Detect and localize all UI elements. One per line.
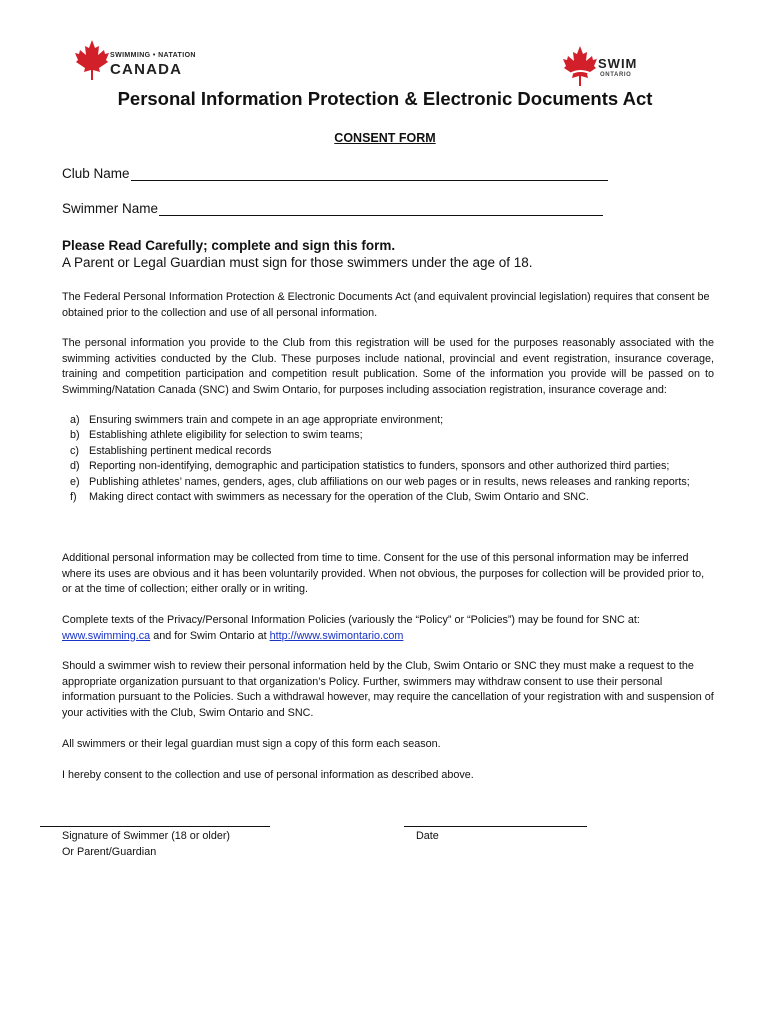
date-line[interactable] [404,826,587,827]
list-text: Establishing athlete eligibility for selection to swim teams; [89,429,363,442]
guardian-label: Or Parent/Guardian [62,846,157,858]
logo-subtext: SWIMMING • NATATION [110,52,196,59]
document-title: Personal Information Protection & Electronic Documents Act [117,88,653,109]
list-item [62,428,714,443]
paragraph-additional-info: Additional personal information may be collected from time to time. Consent for the use of this personal information may be inferred where its uses are obvious and it has been voluntarily provided. When not obvious, the purposes for collection will be provided prior to, or at the time of collection; either orally or in writing. [62,552,705,596]
paragraph-purposes: The personal information you provide to the Club from this registration will be used for the purposes reasonably associated with the swimming activities conducted by the Club. These purposes include national, provincial and event registration, insurance coverage, training and competition participation and competition result publication. Some of the information you provide will be passed on to Swimming/Natation Canada (SNC) and Swim Ontario, for purposes including association registration, insurance coverage and: [62,337,714,396]
swimmer-name-field [62,201,603,216]
date-label: Date [416,830,439,842]
paragraph-review-withdraw: Should a swimmer wish to review their personal information held by the Club, Swim Ontario or SNC they must make a request to the appropriate organization pursuant to that organization’s Policy. Further, swimmers may withdraw consent to use their personal information pursuant to the Policies. Such a withdrawal however, may require the cancellation of your registration with and suspension of your activities with the Club, Swim Ontario and SNC. [62,660,714,719]
list-marker: b) [70,429,80,442]
list-marker: d) [70,460,80,473]
signature-label: Signature of Swimmer (18 or older) [62,830,231,842]
swimming-canada-logo [74,38,204,88]
swimmer-name-label: Swimmer Name [62,201,159,216]
list-item [62,413,714,428]
list-text: Making direct contact with swimmers as necessary for the operation of the Club, Swim Ontario and SNC. [89,491,589,504]
list-marker: c) [70,444,79,457]
maple-leaf-icon [74,38,110,82]
club-name-field [62,166,608,181]
list-text: Ensuring swimmers train and compete in an age appropriate environment; [89,414,444,426]
snc-website-link[interactable]: www.swimming.ca [62,629,151,642]
logo-text: SWIM [598,56,638,71]
list-marker: f) [70,491,77,504]
maple-leaf-icon [562,44,598,88]
swim-ontario-logo [562,44,652,90]
paragraph-consent-statement: I hereby consent to the collection and use of personal information as described above. [62,769,474,781]
form-subtitle: CONSENT FORM [334,131,436,145]
paragraph-policy-links [62,613,714,644]
list-item [62,459,714,474]
club-name-input-line[interactable] [131,166,608,181]
list-text: Reporting non-identifying, demographic and participation statistics to funders, sponsors and other authorized third parties; [89,460,670,473]
paragraph-legislation: The Federal Personal Information Protection & Electronic Documents Act (and equivalent provincial legislation) requires that consent be obtained prior to the collection and use of all personal information. [62,291,710,319]
instruction-subheading: A Parent or Legal Guardian must sign for those swimmers under the age of 18. [62,255,533,270]
logo-subtext: ONTARIO [600,72,632,78]
policy-middle-text: and for Swim Ontario at [150,629,270,642]
club-name-label: Club Name [62,166,130,181]
list-text: Establishing pertinent medical records [89,444,272,457]
list-marker: a) [70,414,80,426]
list-item [62,490,714,505]
swim-ontario-website-link[interactable]: http://www.swimontario.com [269,629,404,642]
list-item [62,444,714,459]
signature-line[interactable] [40,826,270,827]
paragraph-annual-signature: All swimmers or their legal guardian must sign a copy of this form each season. [62,738,441,750]
list-item [62,475,714,490]
logo-text: CANADA [110,61,183,78]
list-text: Publishing athletes’ names, genders, ages, club affiliations on our web pages or in results, news releases and ranking reports; [89,475,690,488]
purposes-list [62,413,714,505]
instruction-heading: Please Read Carefully; complete and sign this form. [62,238,396,253]
swimmer-name-input-line[interactable] [159,201,603,216]
list-marker: e) [70,475,80,488]
policy-intro-text: Complete texts of the Privacy/Personal Information Policies (variously the “Policy” or “Policies”) may be found for SNC at: [62,614,640,626]
